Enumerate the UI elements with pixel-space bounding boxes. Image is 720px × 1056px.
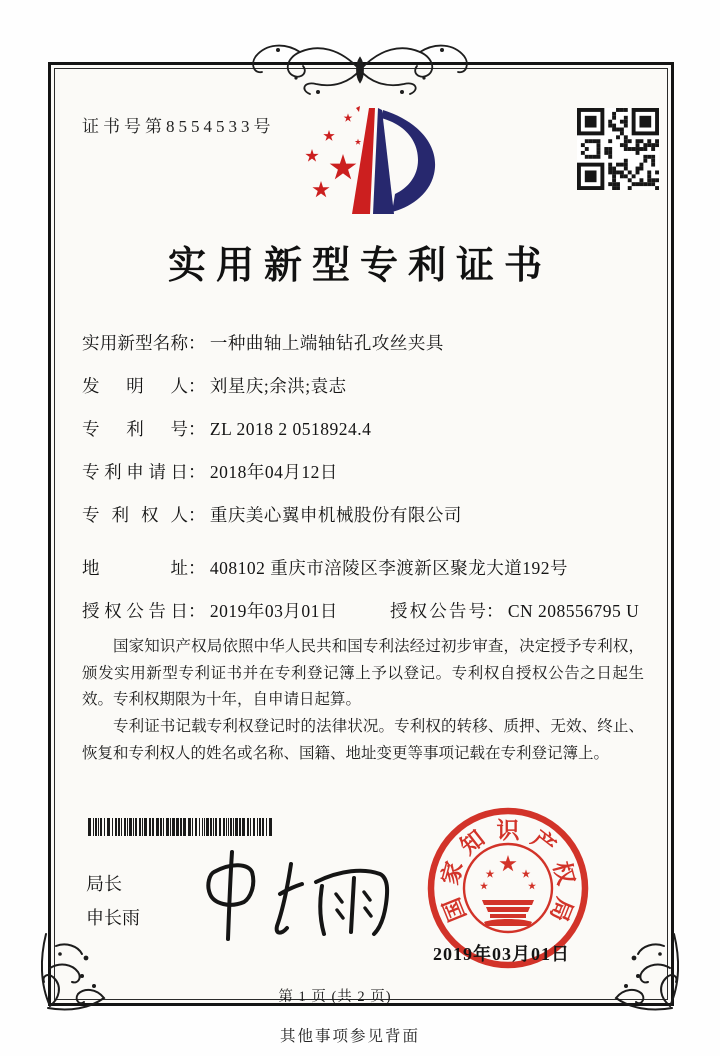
field-grant-publication: 授权公告号： CN 208556795 U xyxy=(390,598,639,623)
field-label: 地址 xyxy=(82,558,188,578)
svg-text:局: 局 xyxy=(545,894,578,925)
field-label: 专利权人 xyxy=(82,505,188,525)
field-label: 授权公告号 xyxy=(390,601,486,621)
field-value-invention-name: 一种曲轴上端轴钻孔攻丝夹具 xyxy=(209,333,444,353)
qr-code-icon xyxy=(577,108,659,190)
field-label: 专利申请日 xyxy=(82,462,188,482)
field-row-grant: 授权公告日： 2019年03月01日 授权公告号： CN 208556795 U xyxy=(82,598,338,623)
field-row-filing-date: 专利申请日： 2018年04月12日 xyxy=(82,459,338,484)
field-value-grant-date: 2019年03月01日 xyxy=(209,601,338,621)
field-label: 发明人 xyxy=(82,376,188,396)
barcode-icon xyxy=(88,818,274,836)
field-row-patentee: 专利权人： 重庆美心翼申机械股份有限公司 xyxy=(82,502,462,527)
svg-text:识: 识 xyxy=(496,818,520,843)
field-label: 授权公告日 xyxy=(82,601,188,621)
field-value-inventors: 刘星庆;余洪;袁志 xyxy=(209,376,347,396)
field-value-address: 408102 重庆市涪陵区李渡新区聚龙大道192号 xyxy=(209,558,568,578)
field-value-filing-date: 2018年04月12日 xyxy=(209,462,338,482)
commissioner-title: 局长 xyxy=(86,874,122,894)
field-label: 专利号 xyxy=(82,419,188,439)
svg-text:国: 国 xyxy=(438,894,471,925)
field-row-inventors: 发明人： 刘星庆;余洪;袁志 xyxy=(82,373,347,398)
seal-date: 2019年03月01日 xyxy=(433,944,570,964)
top-flourish-ornament xyxy=(248,30,472,106)
field-value-patentee: 重庆美心翼申机械股份有限公司 xyxy=(209,505,462,525)
cnipa-logo-icon xyxy=(296,102,446,220)
legal-paragraph-1: 国家知识产权局依照中华人民共和国专利法经过初步审查，决定授予专利权，颁发实用新型专利证书并在专利登记簿上予以登记。专利权自授权公告之日起生效。专利权期限为十年，自申请日起算。 xyxy=(82,638,644,709)
svg-text:产: 产 xyxy=(526,825,561,860)
commissioner-signature xyxy=(188,842,403,944)
field-value-grant-number: CN 208556795 U xyxy=(507,601,640,621)
legal-paragraph-2: 专利证书记载专利权登记时的法律状况。专利权的转移、质押、无效、终止、恢复和专利权人的姓名或名称、国籍、地址变更等事项记载在专利登记簿上。 xyxy=(82,717,644,762)
field-row-patent-number: 专利号： ZL 2018 2 0518924.4 xyxy=(82,416,371,441)
svg-text:家: 家 xyxy=(437,858,468,888)
page-number: 第 1 页 (共 2 页) xyxy=(278,989,392,1005)
legal-text xyxy=(82,634,644,767)
commissioner-name: 申长雨 xyxy=(86,908,140,928)
field-row-address: 地址： 408102 重庆市涪陵区李渡新区聚龙大道192号 xyxy=(82,555,568,580)
field-label: 实用新型名称 xyxy=(82,333,188,353)
field-row-name: 实用新型名称： 一种曲轴上端轴钻孔攻丝夹具 xyxy=(82,330,444,355)
certificate-number: 证书号第8554533号 xyxy=(82,117,275,136)
svg-text:知: 知 xyxy=(455,825,490,860)
national-emblem xyxy=(480,855,536,926)
field-value-patent-number: ZL 2018 2 0518924.4 xyxy=(209,419,372,439)
back-side-note: 其他事项参见背面 xyxy=(279,1028,420,1045)
svg-text:权: 权 xyxy=(548,858,579,888)
certificate-title: 实用新型专利证书 xyxy=(167,245,552,287)
